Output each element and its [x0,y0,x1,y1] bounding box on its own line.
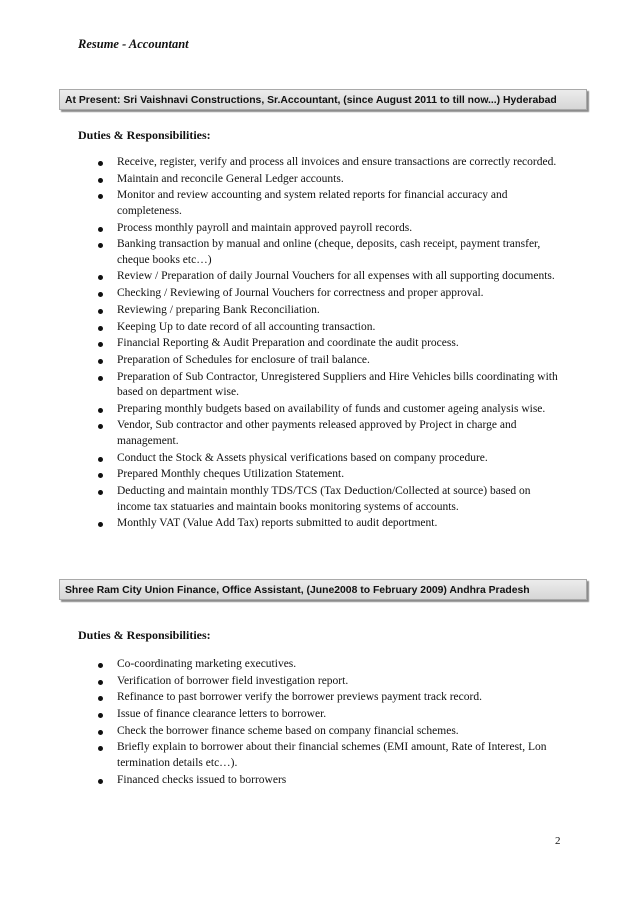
list-item [98,707,558,723]
bullet-icon [98,178,103,183]
bullet-icon [98,663,103,668]
duty-text: Preparation of Sub Contractor, Unregistered Suppliers and Hire Vehicles bills coordinating with based on department wise. [117,370,558,399]
bullet-icon [98,680,103,685]
bullet-icon [98,457,103,462]
list-item [98,467,558,483]
list-item [98,237,558,268]
bullet-icon [98,779,103,784]
duties-list-current [98,155,558,533]
list-item [98,269,558,285]
duty-text: Financial Reporting & Audit Preparation and coordinate the audit process. [117,337,459,350]
bullet-icon [98,161,103,166]
bullet-icon [98,490,103,495]
bullet-icon [98,292,103,297]
duty-text: Briefly explain to borrower about their financial schemes (EMI amount, Rate of Interest, Lon termination details etc…). [117,741,547,769]
duty-text: Keeping Up to date record of all accounting transaction. [117,320,376,333]
duty-text: Preparing monthly budgets based on availability of funds and customer ageing analysis wise. [117,402,546,415]
document-title: Resume - Accountant [78,37,189,51]
list-item [98,402,558,418]
bullet-icon [98,376,103,381]
bullet-icon [98,359,103,364]
bullet-icon [98,326,103,331]
list-item [98,724,558,740]
list-item [98,484,558,515]
bullet-icon [98,473,103,478]
list-item [98,155,558,171]
duty-text: Monitor and review accounting and system related reports for financial accuracy and completeness. [117,189,508,217]
duty-text: Refinance to past borrower verify the borrower previews payment track record. [117,691,482,704]
duties-heading-previous: Duties & Responsibilities: [78,628,211,642]
list-item [98,674,558,690]
bullet-icon [98,730,103,735]
duty-text: Process monthly payroll and maintain approved payroll records. [117,221,413,234]
list-item [98,740,558,771]
duty-text: Reviewing / preparing Bank Reconciliation. [117,303,320,316]
list-item [98,320,558,336]
list-item [98,188,558,219]
duty-text: Monthly VAT (Value Add Tax) reports submitted to audit deportment. [117,517,438,530]
duty-text: Check the borrower finance scheme based on company financial schemes. [117,724,459,737]
duty-text: Conduct the Stock & Assets physical verifications based on company procedure. [117,451,488,464]
job-banner-current: At Present: Sri Vaishnavi Constructions, Sr.Accountant, (since August 2011 to till now...) Hyderabad [59,89,587,110]
job-banner-previous: Shree Ram City Union Finance, Office Assistant, (June2008 to February 2009) Andhra Pradesh [59,579,587,600]
list-item [98,773,558,789]
bullet-icon [98,309,103,314]
page-number: 2 [555,835,561,847]
bullet-icon [98,194,103,199]
duty-text: Co-coordinating marketing executives. [117,658,297,670]
duty-text: Receive, register, verify and process all invoices and ensure transactions are correctly recorded. [117,156,557,168]
duty-text: Banking transaction by manual and online (cheque, deposits, cash receipt, payment transfer, cheque books etc…) [117,238,541,266]
duty-text: Financed checks issued to borrowers [117,773,287,786]
duty-text: Checking / Reviewing of Journal Vouchers for correctness and proper approval. [117,287,484,300]
list-item [98,657,558,673]
duty-text: Deducting and maintain monthly TDS/TCS (Tax Deduction/Collected at source) based on income tax statuaries and maintain books monitoring systems of accounts. [117,485,531,513]
list-item [98,418,558,449]
duties-list-previous [98,657,558,789]
list-item [98,353,558,369]
bullet-icon [98,243,103,248]
bullet-icon [98,342,103,347]
bullet-icon [98,522,103,527]
duty-text: Review / Preparation of daily Journal Vouchers for all expenses with all supporting documents. [117,270,555,283]
bullet-icon [98,746,103,751]
list-item [98,303,558,319]
bullet-icon [98,408,103,413]
duties-heading-current: Duties & Responsibilities: [78,128,211,142]
duty-text: Maintain and reconcile General Ledger accounts. [117,172,344,185]
list-item [98,370,558,401]
bullet-icon [98,424,103,429]
bullet-icon [98,275,103,280]
duty-text: Preparation of Schedules for enclosure of trail balance. [117,353,370,366]
duty-text: Prepared Monthly cheques Utilization Statement. [117,468,345,481]
bullet-icon [98,713,103,718]
bullet-icon [98,696,103,701]
list-item [98,221,558,237]
list-item [98,336,558,352]
list-item [98,690,558,706]
bullet-icon [98,227,103,232]
list-item [98,172,558,188]
list-item [98,286,558,302]
duty-text: Verification of borrower field investigation report. [117,674,349,687]
list-item [98,451,558,467]
duty-text: Issue of finance clearance letters to borrower. [117,708,327,721]
duty-text: Vendor, Sub contractor and other payments released approved by Project in charge and management. [117,419,517,447]
list-item [98,516,558,532]
